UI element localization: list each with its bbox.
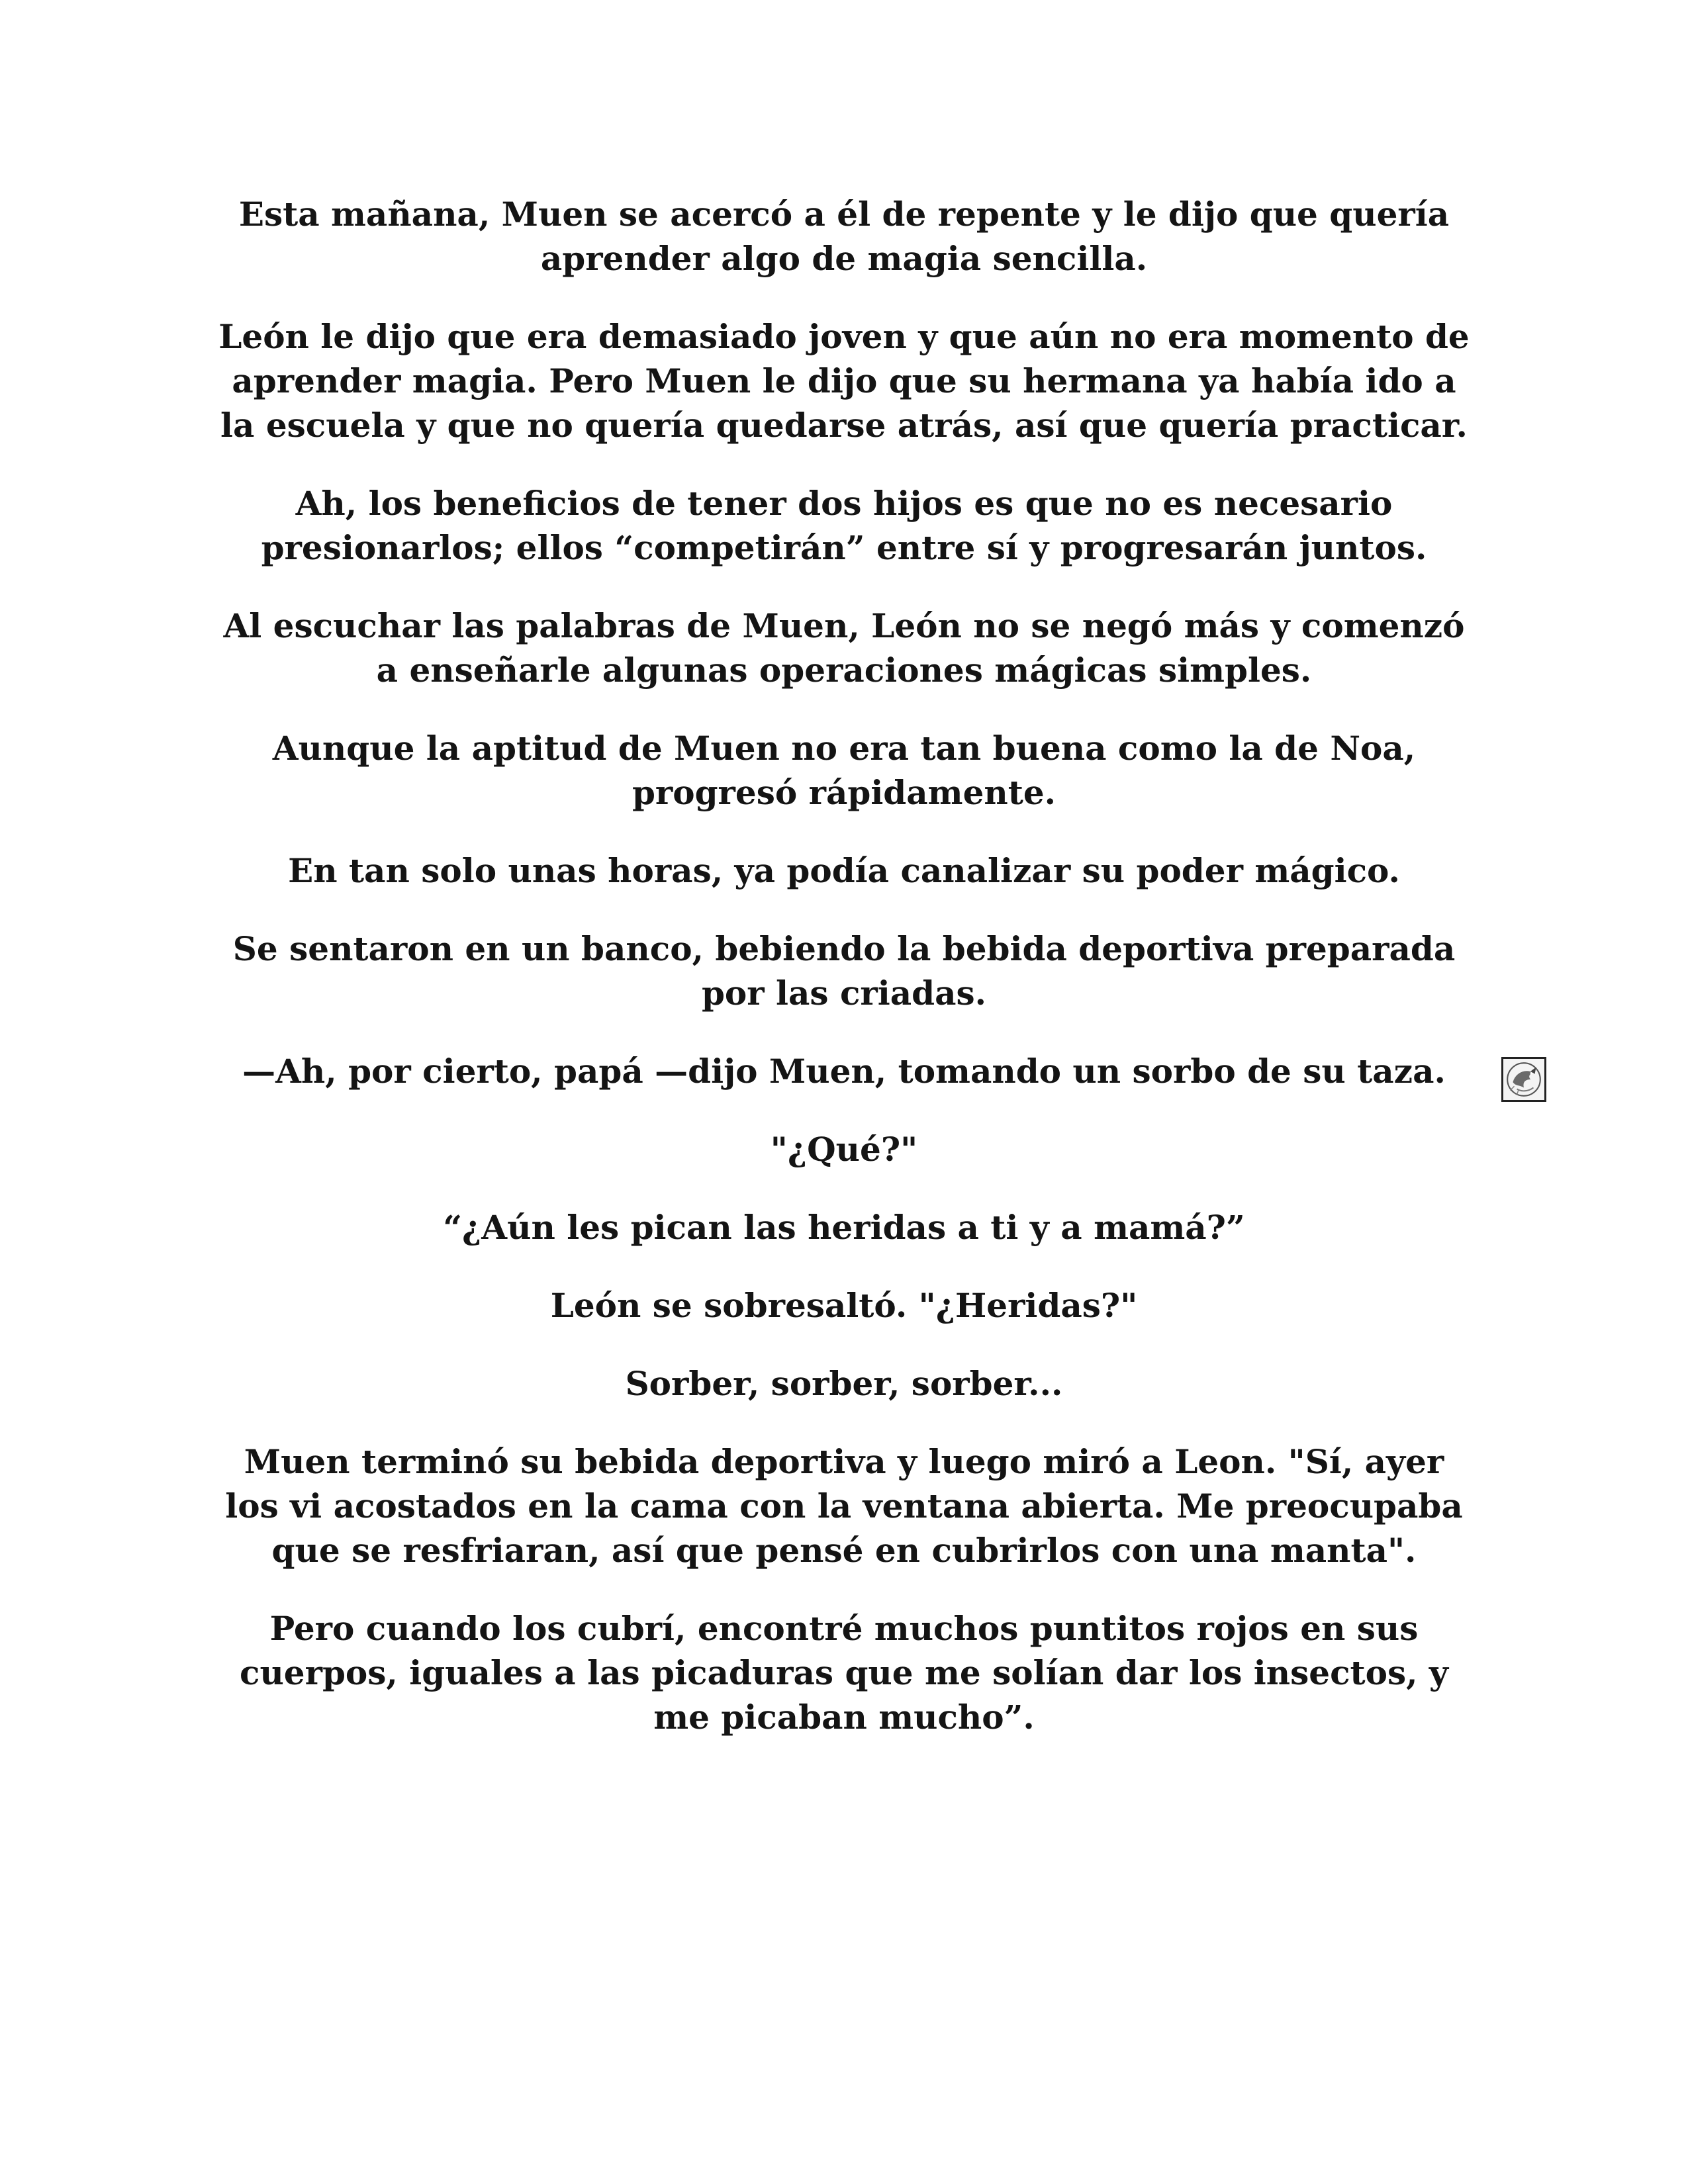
paragraph: Pero cuando los cubrí, encontré muchos puntitos rojos en sus cuerpos, iguales a las picaduras que me solían dar los insectos, y me picaban mucho”. xyxy=(240,1609,1448,1737)
paragraph: Al escuchar las palabras de Muen, León no se negó más y comenzó a enseñarle algunas operaciones mágicas simples. xyxy=(223,606,1465,690)
paragraph: Se sentaron en un banco, bebiendo la bebida deportiva preparada por las criadas. xyxy=(232,929,1456,1013)
document-body xyxy=(218,192,1470,1773)
paragraph: “¿Aún les pican las heridas a ti y a mamá?” xyxy=(443,1208,1245,1247)
paragraph: Esta mañana, Muen se acercó a él de repente y le dijo que quería aprender algo de magia sencilla. xyxy=(238,195,1450,278)
paragraph: Muen terminó su bebida deportiva y luego miró a Leon. "Sí, ayer los vi acostados en la cama con la ventana abierta. Me preocupaba que se resfriaran, así que pensé en cubrirlos con una manta". xyxy=(225,1442,1463,1570)
paragraph: Sorber, sorber, sorber... xyxy=(625,1364,1063,1403)
paragraph: León se sobresaltó. "¿Heridas?" xyxy=(550,1286,1138,1325)
paragraph: Aunque la aptitud de Muen no era tan buena como la de Noa, progresó rápidamente. xyxy=(272,729,1416,812)
paragraph: —Ah, por cierto, papá —dijo Muen, tomando un sorbo de su taza. xyxy=(242,1052,1446,1091)
paragraph: En tan solo unas horas, ya podía canalizar su poder mágico. xyxy=(288,851,1400,890)
paragraph: Ah, los beneficios de tener dos hijos es que no es necesario presionarlos; ellos “competirán” entre sí y progresarán juntos. xyxy=(261,484,1427,567)
paragraph: León le dijo que era demasiado joven y que aún no era momento de aprender magia. Pero Muen le dijo que su hermana ya había ido a la escuela y que no quería quedarse atrás, así que quería practicar. xyxy=(218,317,1470,445)
dragon-emblem-icon[interactable] xyxy=(1501,1057,1546,1102)
paragraph: "¿Qué?" xyxy=(770,1130,918,1169)
